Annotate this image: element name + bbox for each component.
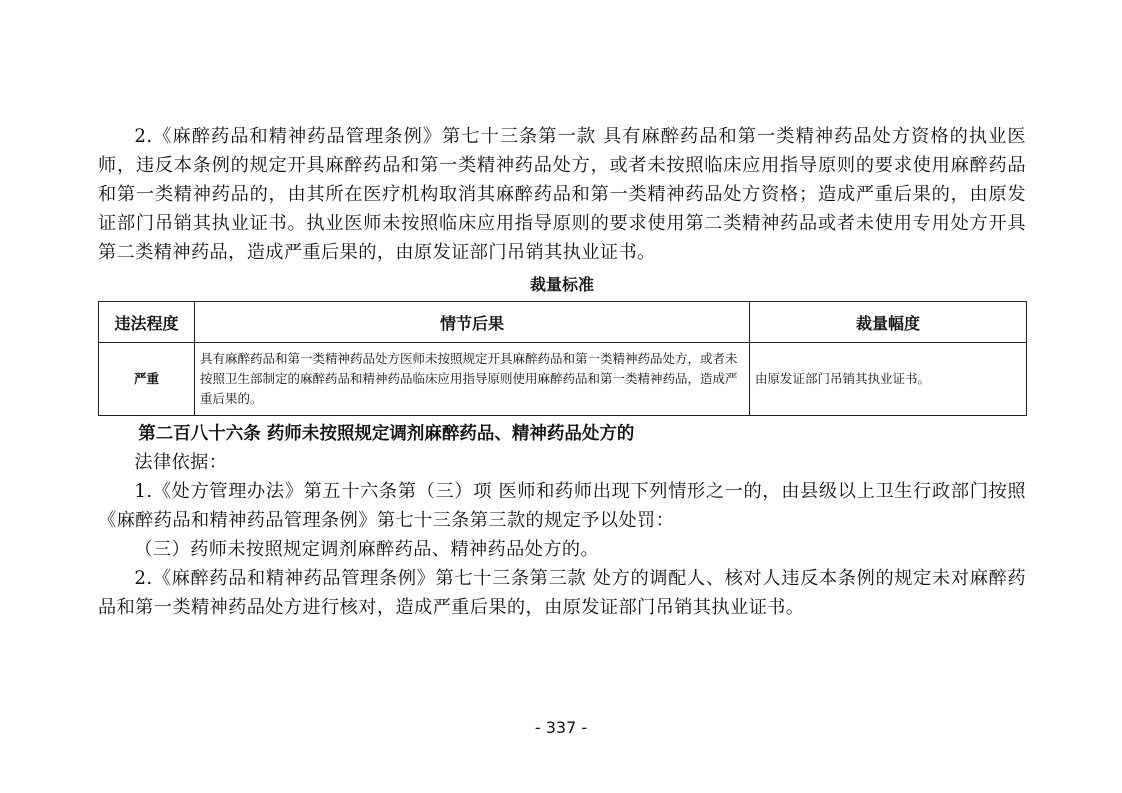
article-286-paragraph-2: 2.《麻醉药品和精神药品管理条例》第七十三条第三款 处方的调配人、核对人违反本条例的规定未对麻醉药品和第一类精神药品处方进行核对，造成严重后果的，由原发证部门吊销其执业证书。: [98, 568, 1026, 618]
article-286-title: 第二百八十六条 药师未按照规定调剂麻醉药品、精神药品处方的: [138, 424, 635, 444]
document-body: [98, 122, 1026, 622]
table-row: [99, 343, 1027, 416]
cell-penalty: 由原发证部门吊销其执业证书。: [750, 343, 1027, 416]
cell-level: 严重: [99, 343, 195, 416]
cell-consequence: 具有麻醉药品和第一类精神药品处方医师未按照规定开具麻醉药品和第一类精神药品处方，或者未按照卫生部制定的麻醉药品和精神药品临床应用指导原则使用麻醉药品和第一类精神药品，造成严重后果的。: [195, 343, 750, 416]
article-286-paragraph-1: 1.《处方管理办法》第五十六条第（三）项 医师和药师出现下列情形之一的，由县级以上卫生行政部门按照《麻醉药品和精神药品管理条例》第七十三条第三款的规定予以处罚：: [98, 481, 1026, 531]
prev-article-paragraph-2: 2.《麻醉药品和精神药品管理条例》第七十三条第一款 具有麻醉药品和第一类精神药品处方资格的执业医师，违反本条例的规定开具麻醉药品和第一类精神药品处方，或者未按照临床应用指导原则的要求使用麻醉药品和第一类精神药品的，由其所在医疗机构取消其麻醉药品和第一类精神药品处方资格；造成严重后果的，由原发证部门吊销其执业证书。执业医师未按照临床应用指导原则的要求使用第二类精神药品或者未使用专用处方开具第二类精神药品，造成严重后果的，由原发证部门吊销其执业证书。: [98, 126, 1026, 263]
discretion-standard-table: [98, 301, 1027, 416]
page-number: - 337 -: [534, 718, 588, 737]
header-violation-level: 违法程度: [99, 302, 195, 343]
legal-basis-label: 法律依据：: [134, 452, 228, 473]
header-circumstances: 情节后果: [195, 302, 750, 343]
table-caption: 裁量标准: [529, 275, 594, 294]
header-penalty-range: 裁量幅度: [750, 302, 1027, 343]
table-header-row: [99, 302, 1027, 343]
article-286-item-3: （三）药师未按照规定调剂麻醉药品、精神药品处方的。: [134, 539, 600, 560]
